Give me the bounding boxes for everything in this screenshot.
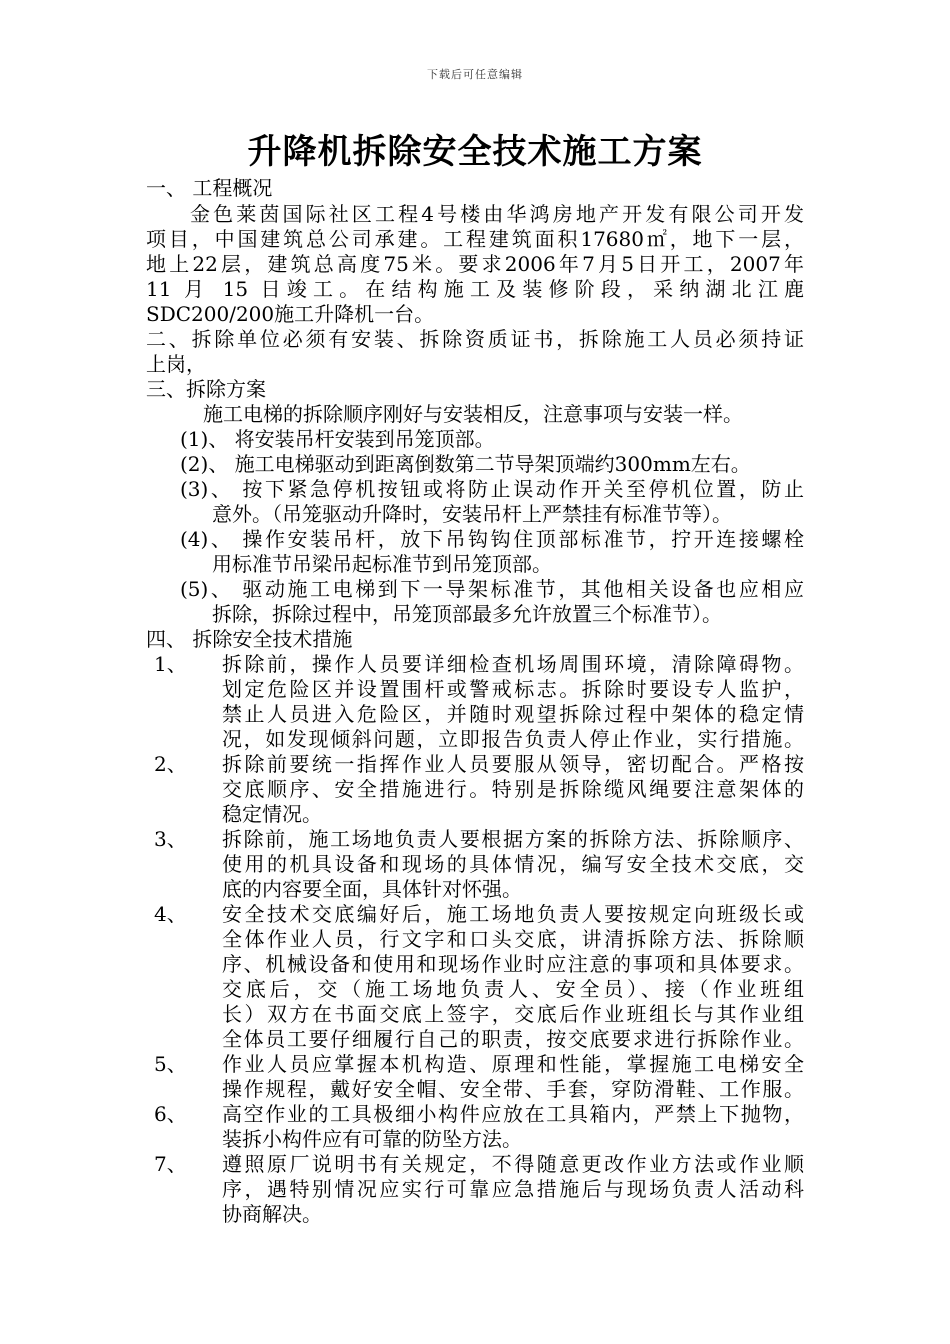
paragraph-line: 拆除前，施工场地负责人要根据方案的拆除方法、拆除顺序、 [222,827,804,851]
list-item-continuation: 用标准节吊梁吊起标准节到吊笼顶部。 [212,552,552,576]
paragraph-line: 使用的机具设备和现场的具体情况，编写安全技术交底，交 [222,852,804,876]
paragraph-line: 禁止人员进入危险区，并随时观望拆除过程中架体的稳定情 [222,702,804,726]
header-note: 下载后可任意编辑 [427,68,523,81]
paragraph-line: 全体员工要仔细履行自己的职责，按交底要求进行拆除作业。 [222,1027,804,1051]
section-heading-1: 一、 工程概况 [146,176,273,200]
paragraph-line: 上岗， [146,352,206,376]
page-title: 升降机拆除安全技术施工方案 [247,132,703,172]
list-item: (5)、 驱动施工电梯到下一导架标准节，其他相关设备也应相应 [180,577,804,601]
paragraph-line: 况，如发现倾斜问题，立即报告负责人停止作业，实行措施。 [222,727,804,751]
list-item-continuation: 意外。（吊笼驱动升降时，安装吊杆上严禁挂有标准节等）。 [212,502,732,526]
list-number: 5、 [154,1052,187,1076]
section-heading-2: 二、拆除单位必须有安装、拆除资质证书，拆除施工人员必须持证 [146,327,804,351]
paragraph-line: 交底后，交（施工场地负责人、安全员）、接（作业班组 [222,977,804,1001]
paragraph-line: 划定危险区并设置围杆或警戒标志。拆除时要设专人监护， [222,677,804,701]
paragraph-line: 地上22层，建筑总高度75米。要求2006年7月5日开工，2007年 [146,252,804,276]
list-item: (4)、 操作安装吊杆，放下吊钩钩住顶部标准节，拧开连接螺栓 [180,527,804,551]
paragraph-line: 装拆小构件应有可靠的防坠方法。 [222,1127,522,1151]
paragraph-line: 交底顺序、安全措施进行。特别是拆除缆风绳要注意架体的 [222,777,804,801]
section-heading-4: 四、 拆除安全技术措施 [146,627,353,651]
list-number: 7、 [154,1152,187,1176]
paragraph-line: 长）双方在书面交底上签字，交底后作业班组长与其作业组 [222,1002,804,1026]
paragraph-line: 拆除前，操作人员要详细检查机场周围环境，清除障碍物。 [222,652,804,676]
paragraph-line: 项目，中国建筑总公司承建。工程建筑面积17680㎡，地下一层， [146,227,804,251]
paragraph-line: 序、机械设备和使用和现场作业时应注意的事项和具体要求。 [222,952,804,976]
paragraph-line: 拆除前要统一指挥作业人员要服从领导，密切配合。严格按 [222,752,804,776]
list-number: 6、 [154,1102,187,1126]
paragraph-line: 协商解决。 [222,1202,322,1226]
paragraph-line: 安全技术交底编好后，施工场地负责人要按规定向班级长或 [222,902,804,926]
section-heading-3: 三、拆除方案 [146,377,266,401]
list-number: 3、 [154,827,187,851]
paragraph-line: 金色莱茵国际社区工程4号楼由华鸿房地产开发有限公司开发 [190,202,804,226]
paragraph-line: 底的内容要全面，具体针对怀强。 [222,877,522,901]
list-item-continuation: 拆除，拆除过程中，吊笼顶部最多允许放置三个标准节）。 [212,602,722,626]
paragraph-line: 全体作业人员，行文字和口头交底，讲清拆除方法、拆除顺 [222,927,804,951]
paragraph-line: 操作规程，戴好安全帽、安全带、手套，穿防滑鞋、工作服。 [222,1077,804,1101]
list-item: (3)、 按下紧急停机按钮或将防止误动作开关至停机位置，防止 [180,477,804,501]
paragraph-line: 遵照原厂说明书有关规定，不得随意更改作业方法或作业顺 [222,1152,804,1176]
paragraph-line: 高空作业的工具极细小构件应放在工具箱内，严禁上下抛物， [222,1102,804,1126]
paragraph-line: 序，遇特别情况应实行可靠应急措施后与现场负责人活动科 [222,1177,804,1201]
paragraph-line: 稳定情况。 [222,802,322,826]
paragraph-line: 11 月 15 日竣工。在结构施工及装修阶段，采纳湖北江鹿 [146,277,804,301]
paragraph-line: 作业人员应掌握本机构造、原理和性能，掌握施工电梯安全 [222,1052,804,1076]
list-item: (1)、 将安装吊杆安装到吊笼顶部。 [180,427,495,451]
list-item: (2)、 施工电梯驱动到距离倒数第二节导架顶端约300mm左右。 [180,452,751,476]
paragraph-line: SDC200/200施工升降机一台。 [146,302,435,326]
paragraph-line: 施工电梯的拆除顺序刚好与安装相反，注意事项与安装一样。 [203,402,743,426]
list-number: 2、 [154,752,187,776]
list-number: 4、 [154,902,187,926]
list-number: 1、 [154,652,187,676]
